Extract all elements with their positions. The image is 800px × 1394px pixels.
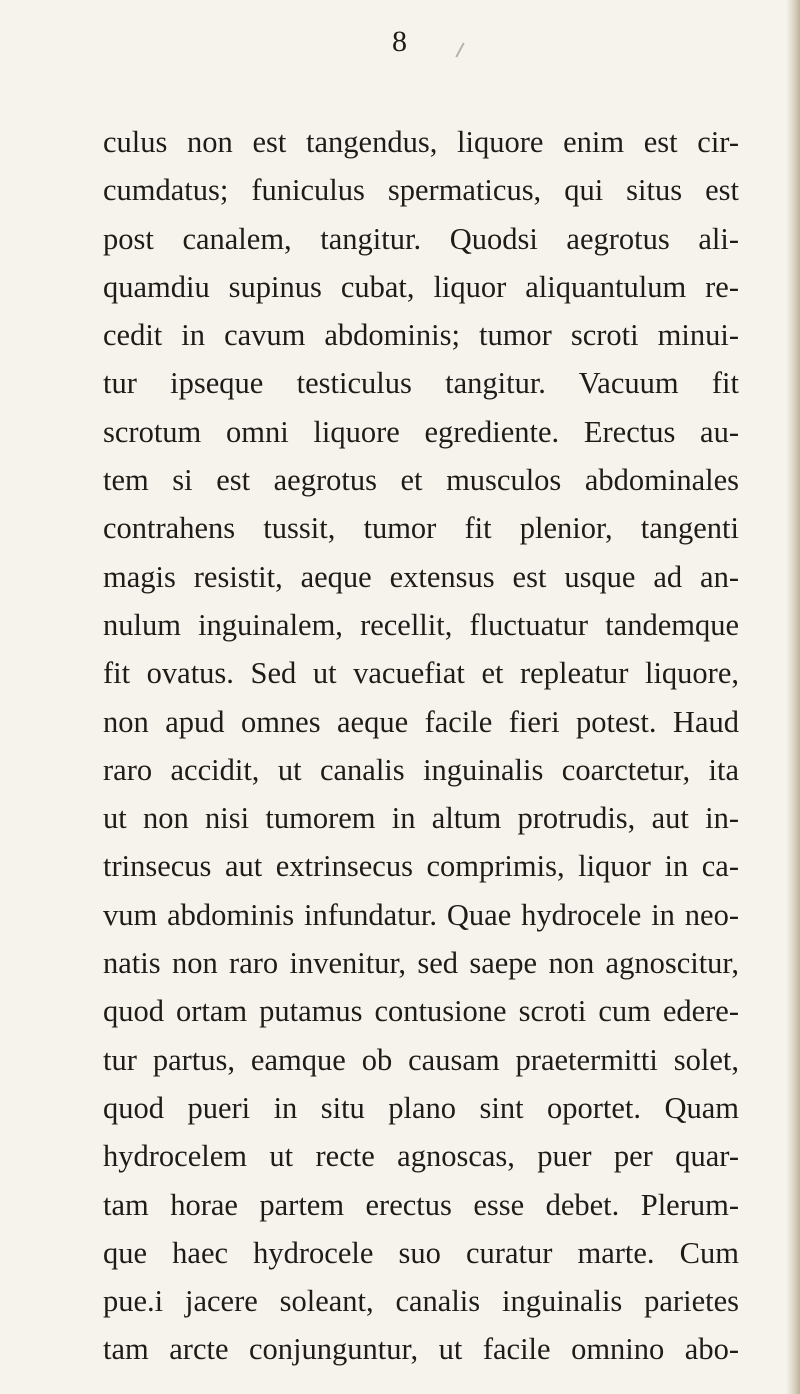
text-line: natis non raro invenitur, sed saepe non agnoscitur, (103, 946, 739, 981)
page-number: 8 (392, 25, 408, 58)
text-line: tur partus, eamque ob causam praetermitti solet, (103, 1042, 739, 1077)
text-line: que haec hydrocele suo curatur marte. Cum (103, 1235, 739, 1270)
text-line: culus non est tangendus, liquore enim est cir- (103, 125, 739, 159)
text-line: magis resistit, aeque extensus est usque ad an- (103, 559, 739, 594)
text-line: scrotum omni liquore egrediente. Erectus au- (103, 414, 739, 449)
text-line: quod pueri in situ plano sint oportet. Quam (103, 1090, 739, 1125)
text-line: contrahens tussit, tumor fit plenior, tangenti (103, 511, 739, 546)
text-line: vum abdominis infundatur. Quae hydrocele in neo- (103, 897, 739, 932)
text-line: tam arcte conjunguntur, ut facile omnino abo- (103, 1332, 739, 1367)
page-edge-shadow (786, 0, 800, 1394)
text-line: raro accidit, ut canalis inguinalis coarctetur, ita (103, 752, 739, 787)
text-line: fit ovatus. Sed ut vacuefiat et repleatur liquore, (103, 656, 739, 691)
text-line: ut non nisi tumorem in altum protrudis, aut in- (103, 801, 739, 836)
text-line: tem si est aegrotus et musculos abdominales (103, 463, 739, 498)
text-line: quod ortam putamus contusione scroti cum edere- (103, 994, 739, 1029)
text-line: trinsecus aut extrinsecus comprimis, liquor in ca- (103, 849, 739, 884)
text-line: post canalem, tangitur. Quodsi aegrotus ali- (103, 221, 739, 256)
text-line: cedit in cavum abdominis; tumor scroti minui- (103, 318, 739, 353)
body-text (103, 118, 739, 1374)
text-line: tur ipseque testiculus tangitur. Vacuum fit (103, 366, 739, 401)
text-line: hydrocelem ut recte agnoscas, puer per quar- (103, 1139, 739, 1174)
text-line: pue.i jacere soleant, canalis inguinalis parietes (103, 1284, 739, 1319)
text-line: nulum inguinalem, recellit, fluctuatur tandemque (103, 607, 739, 642)
text-line: tam horae partem erectus esse debet. Plerum- (103, 1187, 739, 1222)
text-line: cumdatus; funiculus spermaticus, qui situs est (103, 173, 739, 208)
text-line: quamdiu supinus cubat, liquor aliquantulum re- (103, 269, 739, 304)
text-line: non apud omnes aeque facile fieri potest. Haud (103, 704, 739, 739)
